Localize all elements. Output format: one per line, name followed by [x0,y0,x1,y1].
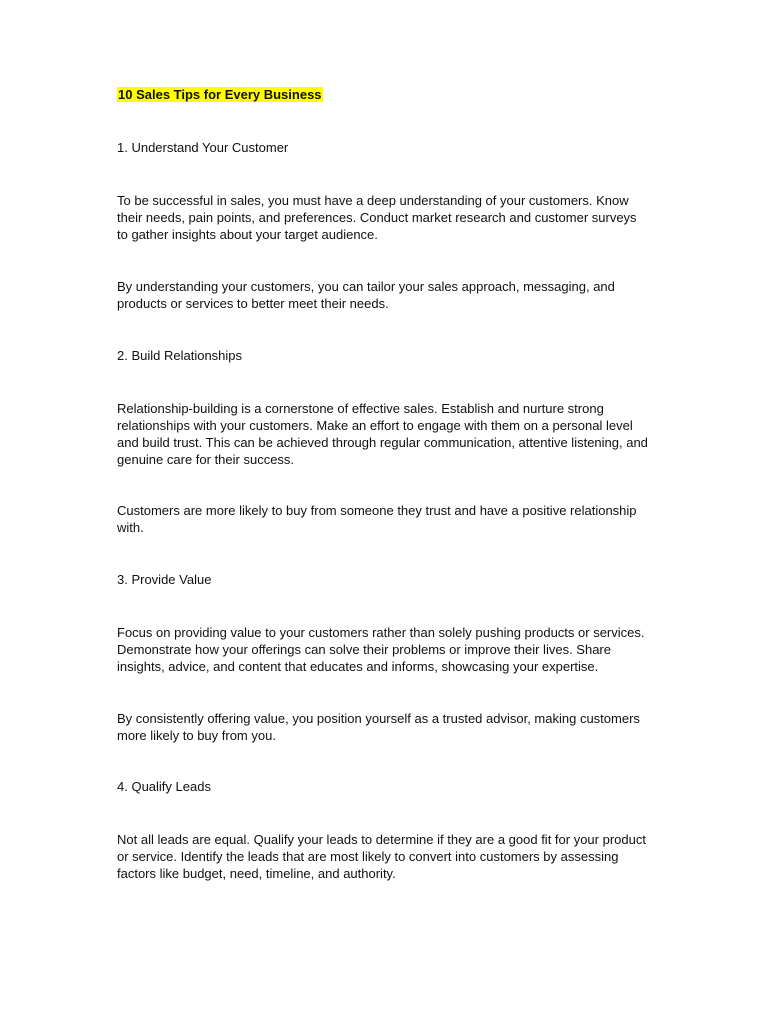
paragraph-line: to gather insights about your target audience. [117,227,378,242]
paragraph-line: their needs, pain points, and preferences. Conduct market research and customer surveys [117,210,637,225]
paragraph-line: By understanding your customers, you can tailor your sales approach, messaging, and [117,279,615,294]
paragraph-line: factors like budget, need, timeline, and authority. [117,866,396,881]
paragraph [117,192,657,243]
paragraph [117,831,657,882]
paragraph-line: more likely to buy from you. [117,728,276,743]
paragraph-line: with. [117,520,144,535]
document-title [117,86,323,103]
paragraph-line: or service. Identify the leads that are most likely to convert into customers by assessing [117,849,619,864]
section-heading: 3. Provide Value [117,572,212,587]
paragraph-line: Demonstrate how your offerings can solve their problems or improve their lives. Share [117,642,611,657]
paragraph [117,400,657,468]
section-heading: 4. Qualify Leads [117,779,211,794]
paragraph-line: Relationship-building is a cornerstone of effective sales. Establish and nurture strong [117,401,604,416]
paragraph-line: genuine care for their success. [117,452,295,467]
paragraph-line: Not all leads are equal. Qualify your leads to determine if they are a good fit for your product [117,832,646,847]
paragraph-line: Focus on providing value to your customers rather than solely pushing products or services. [117,625,645,640]
paragraph-line: insights, advice, and content that educates and informs, showcasing your expertise. [117,659,599,674]
paragraph [117,278,657,312]
paragraph-line: By consistently offering value, you position yourself as a trusted advisor, making customers [117,711,640,726]
document-title-text: 10 Sales Tips for Every Business [118,87,322,102]
paragraph [117,502,657,536]
paragraph-line: relationships with your customers. Make an effort to engage with them on a personal level [117,418,633,433]
paragraph-line: products or services to better meet their needs. [117,296,389,311]
section-heading: 2. Build Relationships [117,348,243,363]
paragraph-line: Customers are more likely to buy from someone they trust and have a positive relationship [117,503,637,518]
section-heading: 1. Understand Your Customer [117,140,289,155]
paragraph-line: and build trust. This can be achieved through regular communication, attentive listening, and [117,435,648,450]
paragraph-line: To be successful in sales, you must have a deep understanding of your customers. Know [117,193,629,208]
paragraph [117,624,657,675]
paragraph [117,710,657,744]
